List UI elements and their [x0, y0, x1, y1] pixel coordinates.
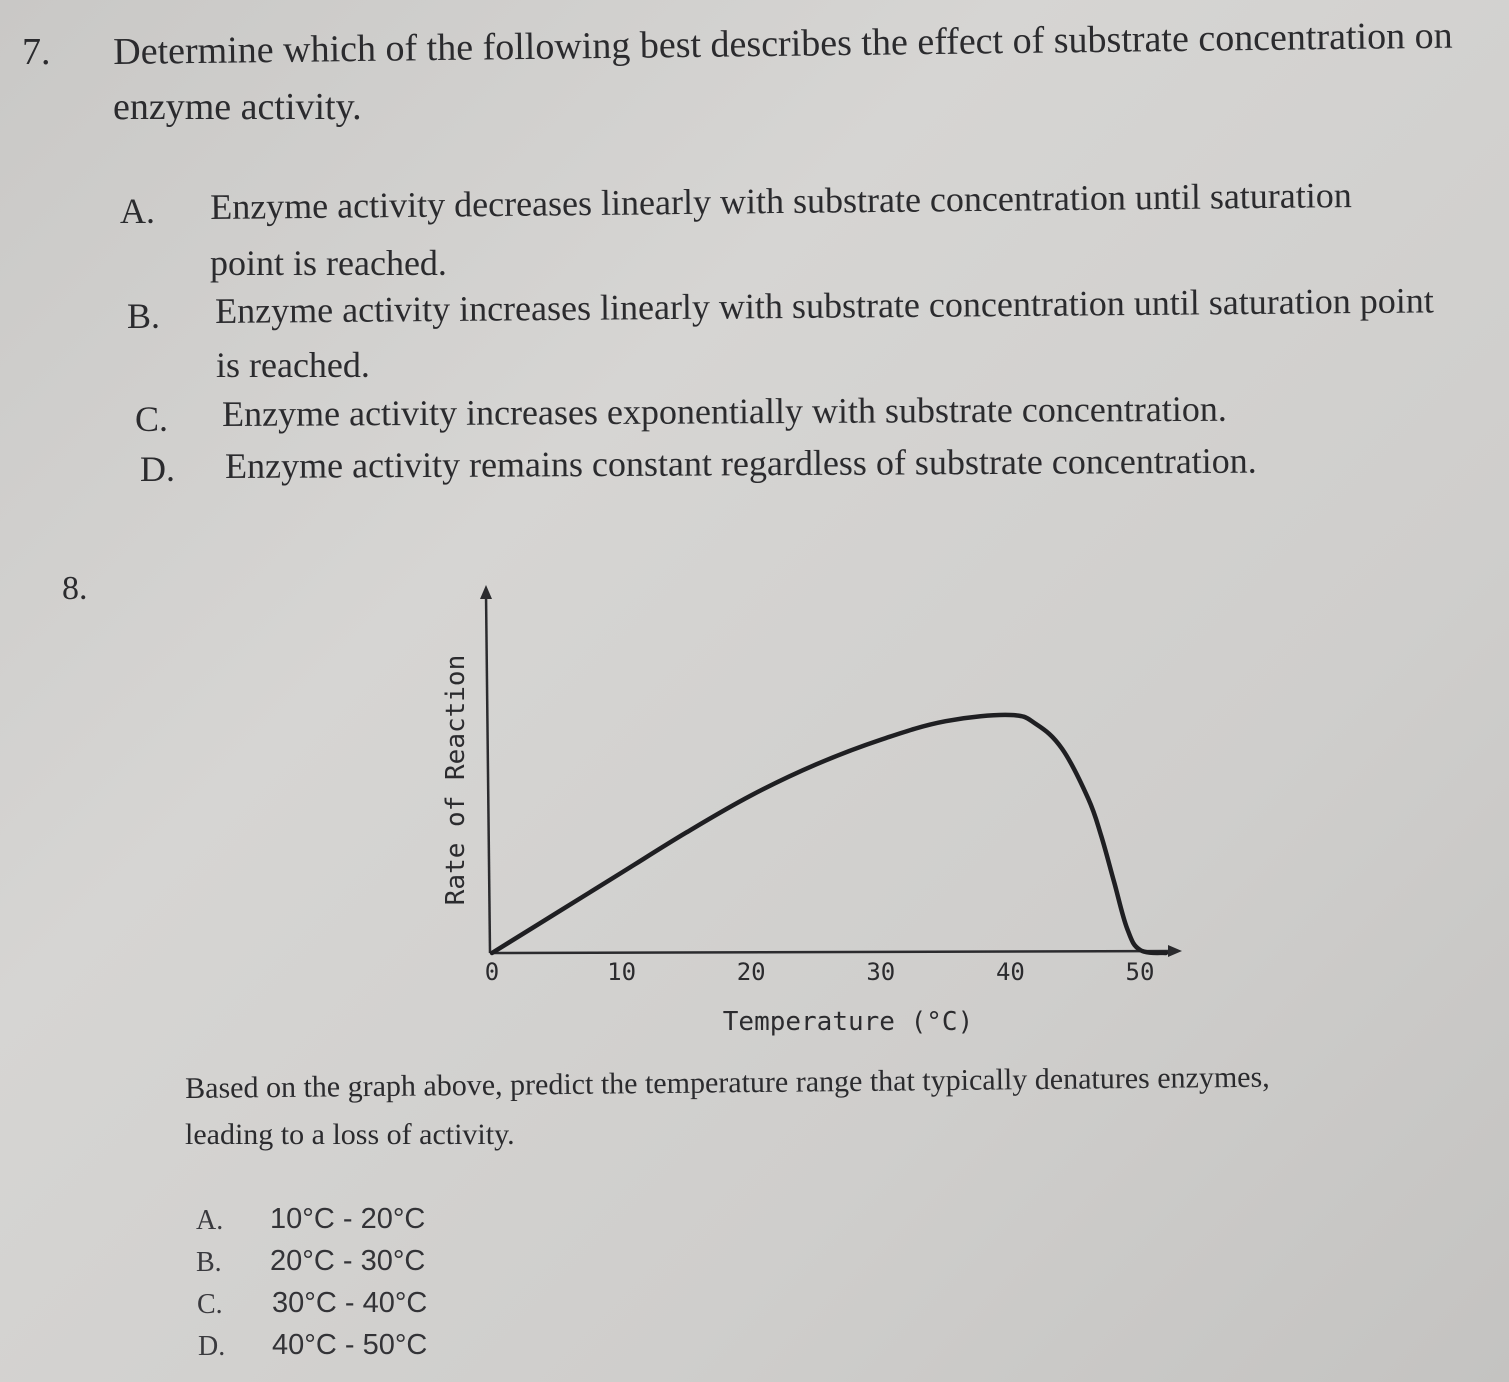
question-8-option-c-text[interactable]: 30°C - 40°C — [272, 1287, 428, 1319]
x-tick-label-50: 50 — [1125, 958, 1155, 986]
x-tick-label-10: 10 — [607, 958, 637, 986]
x-axis-arrowhead — [1168, 945, 1182, 957]
x-axis-line — [490, 951, 1174, 953]
question-8-option-a-letter: A. — [196, 1205, 224, 1236]
x-tick-label-0: 0 — [484, 958, 500, 986]
question-7-option-a-text-line-2: point is reached. — [210, 243, 447, 283]
question-8-option-c-letter: C. — [197, 1289, 223, 1320]
question-8-number: 8. — [62, 570, 88, 607]
question-8-option-b-text[interactable]: 20°C - 30°C — [270, 1245, 426, 1277]
x-tick-label-30: 30 — [866, 958, 896, 986]
question-8-option-a-text[interactable]: 10°C - 20°C — [270, 1203, 426, 1235]
question-8-option-d-text[interactable]: 40°C - 50°C — [272, 1329, 428, 1361]
question-7-stem-line-2: enzyme activity. — [113, 86, 362, 128]
question-7-number: 7. — [22, 31, 51, 73]
y-axis-line — [486, 593, 490, 953]
question-7-option-c-text[interactable]: Enzyme activity increases exponentially with substrate concentration. — [222, 388, 1227, 434]
question-7-option-a-letter: A. — [120, 191, 155, 231]
chart-series — [492, 715, 1166, 953]
question-7-option-b-text-line-2: is reached. — [216, 345, 370, 385]
question-8-stem-line-1: Based on the graph above, predict the temperature range that typically denatures enzymes, — [185, 1060, 1270, 1105]
x-axis-label: Temperature (°C) — [722, 1007, 974, 1037]
question-7-option-c-letter: C. — [135, 399, 169, 439]
y-axis-label: Rate of Reaction — [441, 654, 471, 906]
question-7-option-b-letter: B. — [127, 296, 161, 336]
y-axis-arrowhead — [480, 585, 492, 599]
x-tick-label-20: 20 — [736, 958, 766, 986]
x-tick-label-40: 40 — [995, 958, 1025, 986]
chart-ticks — [485, 958, 1155, 986]
question-7-option-d-letter: D. — [140, 449, 175, 489]
question-8-option-b-letter: B. — [196, 1247, 222, 1278]
question-8-stem-line-2: leading to a loss of activity. — [185, 1118, 515, 1151]
rate-curve — [492, 715, 1166, 953]
question-7-option-d-text[interactable]: Enzyme activity remains constant regardless of substrate concentration. — [225, 440, 1257, 486]
question-7-option-a-text[interactable]: Enzyme activity decreases linearly with substrate concentration until saturation — [210, 175, 1352, 227]
question-7-stem-line-1: Determine which of the following best describes the effect of substrate concentration on — [113, 14, 1453, 73]
question-7-option-b-text[interactable]: Enzyme activity increases linearly with substrate concentration until saturation point — [215, 280, 1434, 331]
question-8-option-d-letter: D. — [198, 1331, 226, 1362]
